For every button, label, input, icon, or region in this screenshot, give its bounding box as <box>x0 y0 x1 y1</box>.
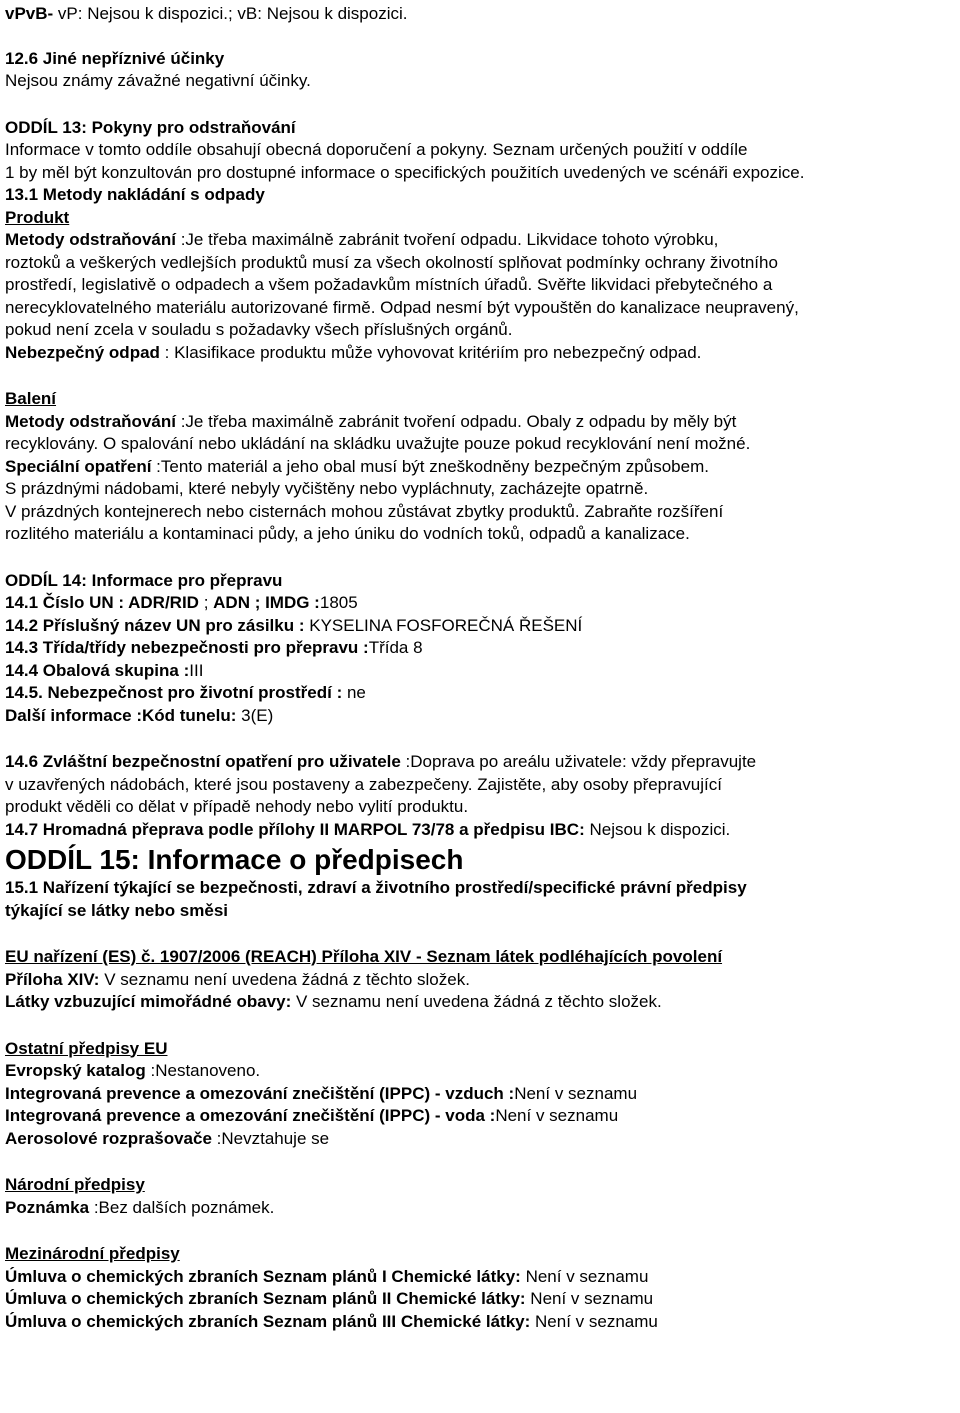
cwc-schedule-1-line: Úmluva o chemických zbraních Seznam plánů I Chemické látky: Není v seznamu <box>5 1266 649 1286</box>
s15-1-title-line-2: týkající se látky nebo směsi <box>5 900 229 920</box>
hazardous-waste-label: Nebezpečný odpad <box>5 342 160 362</box>
disposal-methods-label: Metody odstraňování <box>5 230 176 249</box>
product-line-1: Metody odstraňování :Je třeba maximálně zabránit tvoření odpadu. Likvidace tohoto výrobku, <box>5 230 719 249</box>
packaging-line-1: Metody odstraňování :Je třeba maximálně zabránit tvoření odpadu. Obaly z odpadu by měly být <box>5 411 737 431</box>
special-precautions-label: Speciální opatření <box>5 456 152 476</box>
packaging-heading: Balení <box>5 389 57 408</box>
un-number-line: 14.1 Číslo UN : ADR/RID ; ADN ; IMDG :1805 <box>5 593 358 612</box>
section-13-title: ODDÍL 13: Pokyny pro odstraňování <box>5 117 296 137</box>
packaging-line-4: S prázdnými nádobami, které nebyly vyčištěny nebo vypláchnuty, zacházejte opatrně. <box>5 479 649 498</box>
international-heading: Mezinárodní předpisy <box>5 1244 180 1263</box>
user-precautions-line-2: v uzavřených nádobách, které jsou postaveny a zabezpečeny. Zajistěte, aby osoby přepravující <box>5 774 722 794</box>
vpvb-label: vPvB- <box>5 4 54 23</box>
annex-xiv-line: Příloha XIV: V seznamu není uvedena žádná z těchto složek. <box>5 969 470 989</box>
un-shipping-name-line: 14.2 Příslušný název UN pro zásilku : KYSELINA FOSFOREČNÁ ŘEŠENÍ <box>5 615 583 635</box>
packaging-line-2: recyklovány. O spalování nebo ukládání na skládku uvažujte pouze pokud recyklování není možné. <box>5 434 751 453</box>
user-precautions-line-1: 14.6 Zvláštní bezpečnostní opatření pro uživatele :Doprava po areálu uživatele: vždy přepravujte <box>5 752 757 771</box>
vpvb-value: vP: Nejsou k dispozici.; vB: Nejsou k dispozici. <box>53 4 408 23</box>
section-14-title: ODDÍL 14: Informace pro přepravu <box>5 570 283 590</box>
s13-1-title: 13.1 Metody nakládání s odpady <box>5 185 265 204</box>
s15-1-title-line-1: 15.1 Nařízení týkající se bezpečnosti, zdraví a životního prostředí/specifické právní předpisy <box>5 878 747 897</box>
packaging-line-5: V prázdných kontejnerech nebo cisternách mohou zůstávat zbytky produktů. Zabraňte rozšíření <box>5 501 724 521</box>
s12-6-text: Nejsou známy závažné negativní účinky. <box>5 71 311 90</box>
aerosol-line: Aerosolové rozprašovače :Nevztahuje se <box>5 1128 330 1148</box>
s12-6-title: 12.6 Jiné nepříznivé účinky <box>5 48 225 68</box>
section-15-title: ODDÍL 15: Informace o předpisech <box>5 844 464 875</box>
environmental-hazard-line: 14.5. Nebezpečnost pro životní prostředí : ne <box>5 683 366 702</box>
packaging-line-6: rozlitého materiálu a kontaminaci půdy, a jeho úniku do vodních toků, odpadů a kanalizace. <box>5 524 690 543</box>
packing-group-line: 14.4 Obalová skupina :III <box>5 660 204 680</box>
user-precautions-line-3: produkt věděli co dělat v případě nehody nebo vylití produktu. <box>5 797 469 816</box>
s13-intro-line-2: 1 by měl být konzultován pro dostupné informace o specifických použitích uvedených ve scénáři expozice. <box>5 162 805 182</box>
svhc-line: Látky vzbuzující mimořádné obavy: V seznamu není uvedena žádná z těchto složek. <box>5 992 662 1011</box>
product-line-3: prostředí, legislativě o odpadech a všem požadavkům místních úřadů. Svěřte likvidaci přebytečného a <box>5 275 773 294</box>
reach-heading: EU nařízení (ES) č. 1907/2006 (REACH) Příloha XIV - Seznam látek podléhajících povolení <box>5 947 723 966</box>
special-precautions-line: Speciální opatření :Tento materiál a jeho obal musí být zneškodněny bezpečným způsobem. <box>5 456 709 476</box>
packaging-disposal-label: Metody odstraňování <box>5 411 176 431</box>
ippc-water-line: Integrovaná prevence a omezování znečištění (IPPC) - voda :Není v seznamu <box>5 1106 619 1125</box>
european-catalog-line: Evropský katalog :Nestanoveno. <box>5 1061 261 1080</box>
product-heading: Produkt <box>5 207 70 227</box>
product-line-2: roztoků a veškerých vedlejších produktů musí za všech okolností splňovat podmínky ochrany životního <box>5 252 778 272</box>
hazardous-waste-line: Nebezpečný odpad : Klasifikace produktu může vyhovovat kritériím pro nebezpečný odpad. <box>5 342 702 362</box>
national-heading: Národní předpisy <box>5 1175 145 1194</box>
s13-intro-line-1: Informace v tomto oddíle obsahují obecná doporučení a pokyny. Seznam určených použití v oddíle <box>5 140 748 159</box>
note-line: Poznámka :Bez dalších poznámek. <box>5 1197 275 1217</box>
other-eu-heading: Ostatní předpisy EU <box>5 1038 168 1058</box>
ippc-air-line: Integrovaná prevence a omezování znečištění (IPPC) - vzduch :Není v seznamu <box>5 1083 638 1103</box>
tunnel-code-line: Další informace :Kód tunelu: 3(E) <box>5 705 274 725</box>
vpvb-line <box>5 3 955 26</box>
hazard-class-line: 14.3 Třída/třídy nebezpečnosti pro přepravu :Třída 8 <box>5 638 423 657</box>
cwc-schedule-2-line: Úmluva o chemických zbraních Seznam plánů II Chemické látky: Není v seznamu <box>5 1289 654 1308</box>
marpol-line: 14.7 Hromadná přeprava podle přílohy II MARPOL 73/78 a předpisu IBC: Nejsou k dispozici. <box>5 819 731 839</box>
cwc-schedule-3-line: Úmluva o chemických zbraních Seznam plánů III Chemické látky: Není v seznamu <box>5 1311 658 1331</box>
product-line-4: nerecyklovatelného materiálu autorizované firmě. Odpad nesmí být vypouštěn do kanalizace neupravený, <box>5 297 799 317</box>
product-line-5: pokud není zcela v souladu s požadavky všech příslušných orgánů. <box>5 320 513 339</box>
